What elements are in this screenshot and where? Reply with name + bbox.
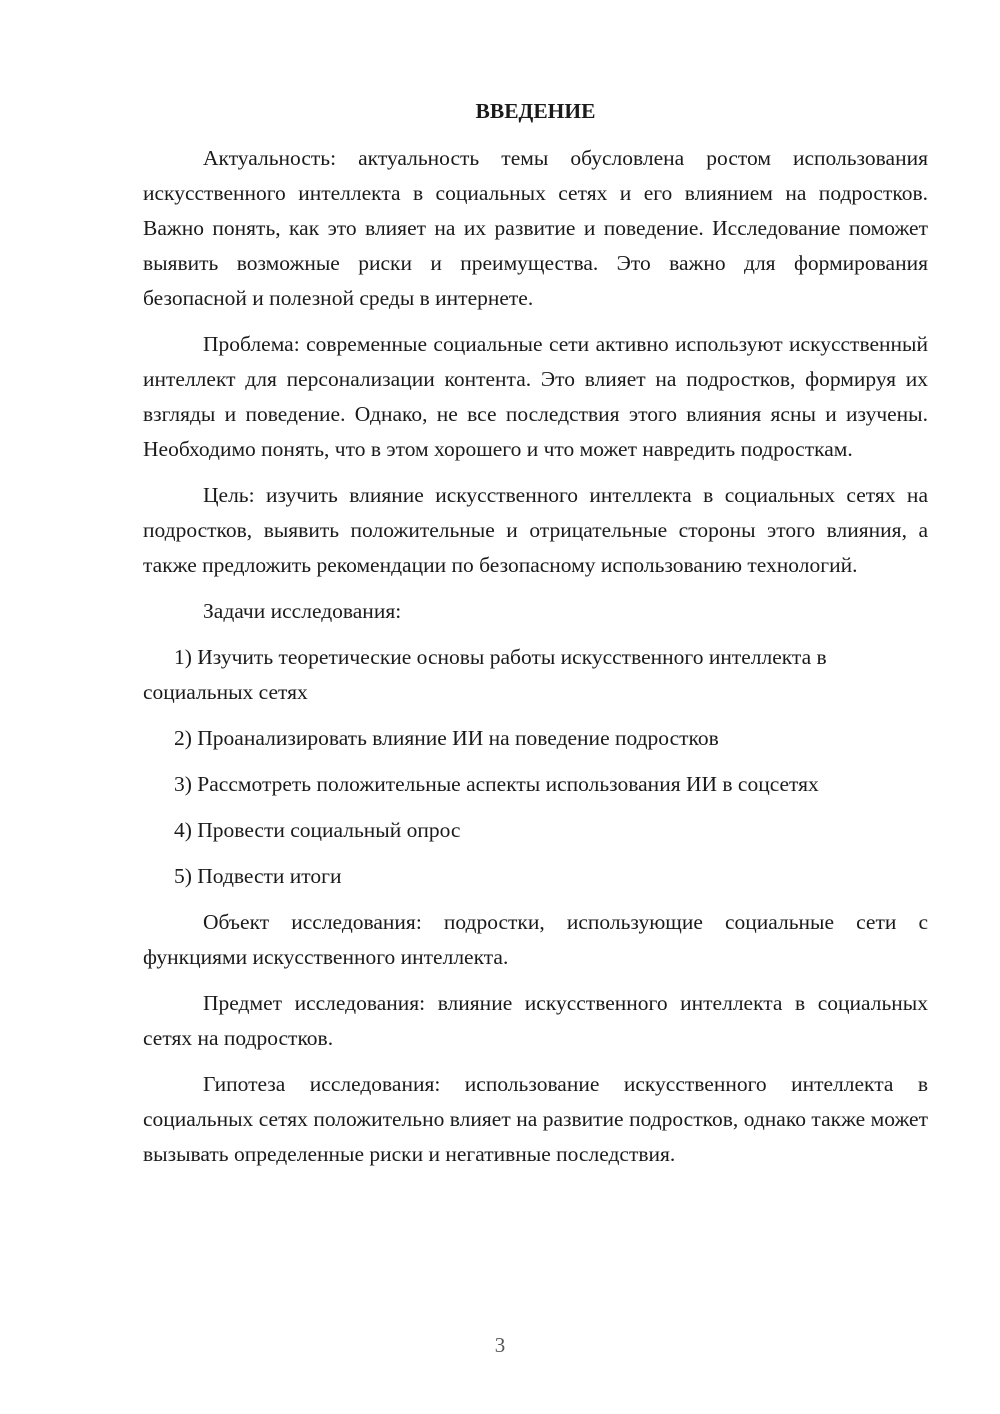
paragraph-problem: Проблема: современные социальные сети активно используют искусственный интеллект для персонализации контента. Это влияет на подростков, формируя их взгляды и поведение. Однако, не все последствия этого влияния ясны и изучены. Необходимо понять, что в этом хорошего и что может навредить подросткам. <box>143 332 928 461</box>
task-item-5: 5) Подвести итоги <box>174 864 342 888</box>
page-title: ВВЕДЕНИЕ <box>475 99 596 123</box>
document-page <box>143 94 928 1172</box>
paragraph-relevance: Актуальность: актуальность темы обусловлена ростом использования искусственного интеллекта в социальных сетях и его влиянием на подростков. Важно понять, как это влияет на их развитие и поведение. Исследование поможет выявить возможные риски и преимущества. Это важно для формирования безопасной и полезной среды в интернете. <box>143 146 928 310</box>
task-item-2: 2) Проанализировать влияние ИИ на поведение подростков <box>174 726 719 750</box>
paragraph-object: Объект исследования: подростки, использующие социальные сети с функциями искусственного интеллекта. <box>143 910 928 969</box>
task-item-4: 4) Провести социальный опрос <box>174 818 461 842</box>
paragraph-hypothesis: Гипотеза исследования: использование искусственного интеллекта в социальных сетях положительно влияет на развитие подростков, однако также может вызывать определенные риски и негативные последствия. <box>143 1072 928 1166</box>
paragraph-subject: Предмет исследования: влияние искусственного интеллекта в социальных сетях на подростков. <box>143 991 928 1050</box>
task-item-3: 3) Рассмотреть положительные аспекты использования ИИ в соцсетях <box>174 772 819 796</box>
task-item-1: 1) Изучить теоретические основы работы искусственного интеллекта в социальных сетях <box>143 645 827 704</box>
tasks-heading: Задачи исследования: <box>203 599 402 623</box>
page-number: 3 <box>494 1333 506 1357</box>
paragraph-goal: Цель: изучить влияние искусственного интеллекта в социальных сетях на подростков, выявить положительные и отрицательные стороны этого влияния, а также предложить рекомендации по безопасному использованию технологий. <box>143 483 928 577</box>
